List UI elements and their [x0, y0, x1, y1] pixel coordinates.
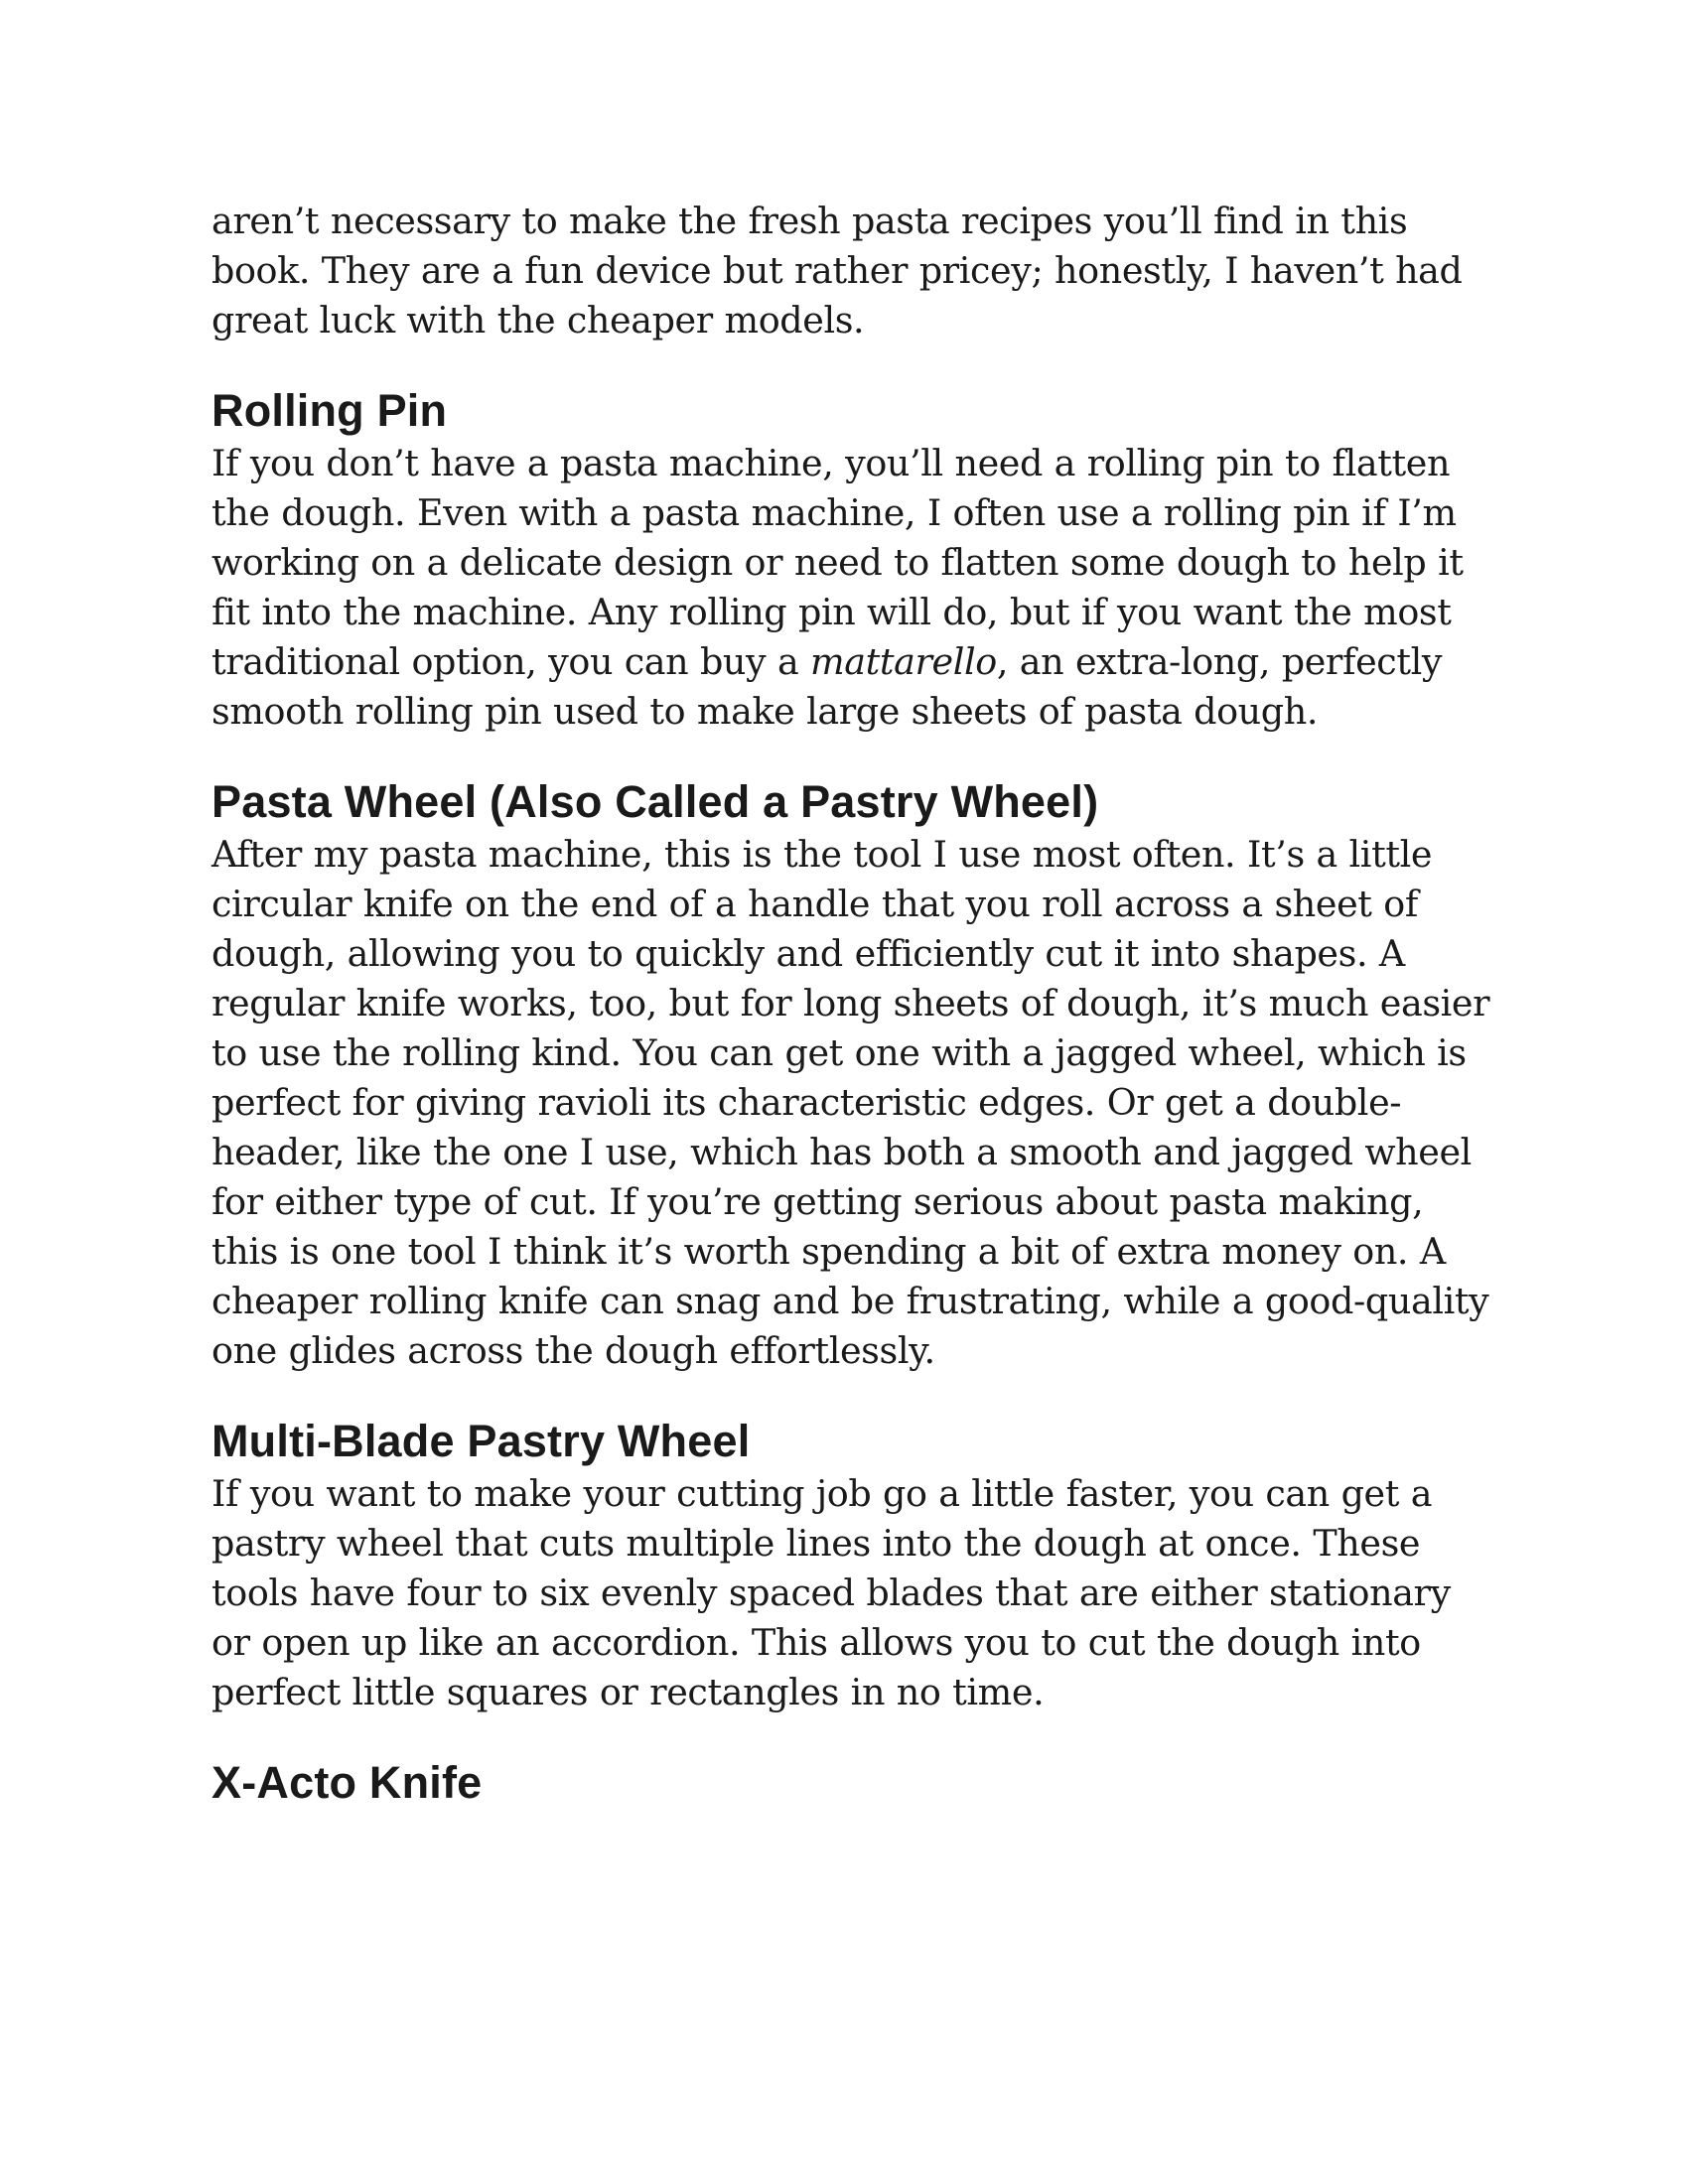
- document-page: [211, 197, 1492, 1811]
- paragraph-text: If you don’t have a pasta machine, you’ll need a rolling pin to flatten the dough. Even with a pasta machine, I often use a rolling pin if I’m working on a delicate design or need to flatten some dough to help it fit into the machine. Any rolling pin will do, but if you want the most traditional option, you can buy a: [211, 442, 1464, 683]
- section-rolling-pin: [211, 383, 1492, 737]
- section-multi-blade-pastry-wheel: [211, 1414, 1492, 1717]
- section-heading: Rolling Pin: [211, 385, 448, 436]
- section-paragraph: [211, 439, 1492, 737]
- section-pasta-wheel: [211, 774, 1492, 1376]
- section-heading: X-Acto Knife: [211, 1757, 483, 1808]
- section-heading: Pasta Wheel (Also Called a Pastry Wheel): [211, 776, 1099, 827]
- paragraph-text: , an extra-long, perfectly smooth rolling pin used to make large sheets of pasta dough.: [211, 640, 1443, 733]
- section-x-acto-knife: [211, 1755, 1492, 1811]
- italic-term: mattarello: [810, 640, 997, 683]
- section-paragraph: If you want to make your cutting job go a little faster, you can get a pastry wheel that cuts multiple lines into the dough at once. These tools have four to six evenly spaced blades that are either stationary or open up like an accordion. This allows you to cut the dough into perfect little squares or rectangles in no time.: [211, 1472, 1451, 1713]
- section-heading: Multi-Blade Pastry Wheel: [211, 1416, 751, 1466]
- intro-paragraph: aren’t necessary to make the fresh pasta recipes you’ll find in this book. They are a fun device but rather pricey; honestly, I haven’t had great luck with the cheaper models.: [211, 200, 1463, 341]
- section-paragraph: After my pasta machine, this is the tool I use most often. It’s a little circular knife on the end of a handle that you roll across a sheet of dough, allowing you to quickly and efficiently cut it into shapes. A regular knife works, too, but for long sheets of dough, it’s much easier to use the rolling kind. You can get one with a jagged wheel, which is perfect for giving ravioli its characteristic edges. Or get a double-header, like the one I use, which has both a smooth and jagged wheel for either type of cut. If you’re getting serious about pasta making, this is one tool I think it’s worth spending a bit of extra money on. A cheaper rolling knife can snag and be frustrating, while a good-quality one glides across the dough effortlessly.: [211, 833, 1490, 1372]
